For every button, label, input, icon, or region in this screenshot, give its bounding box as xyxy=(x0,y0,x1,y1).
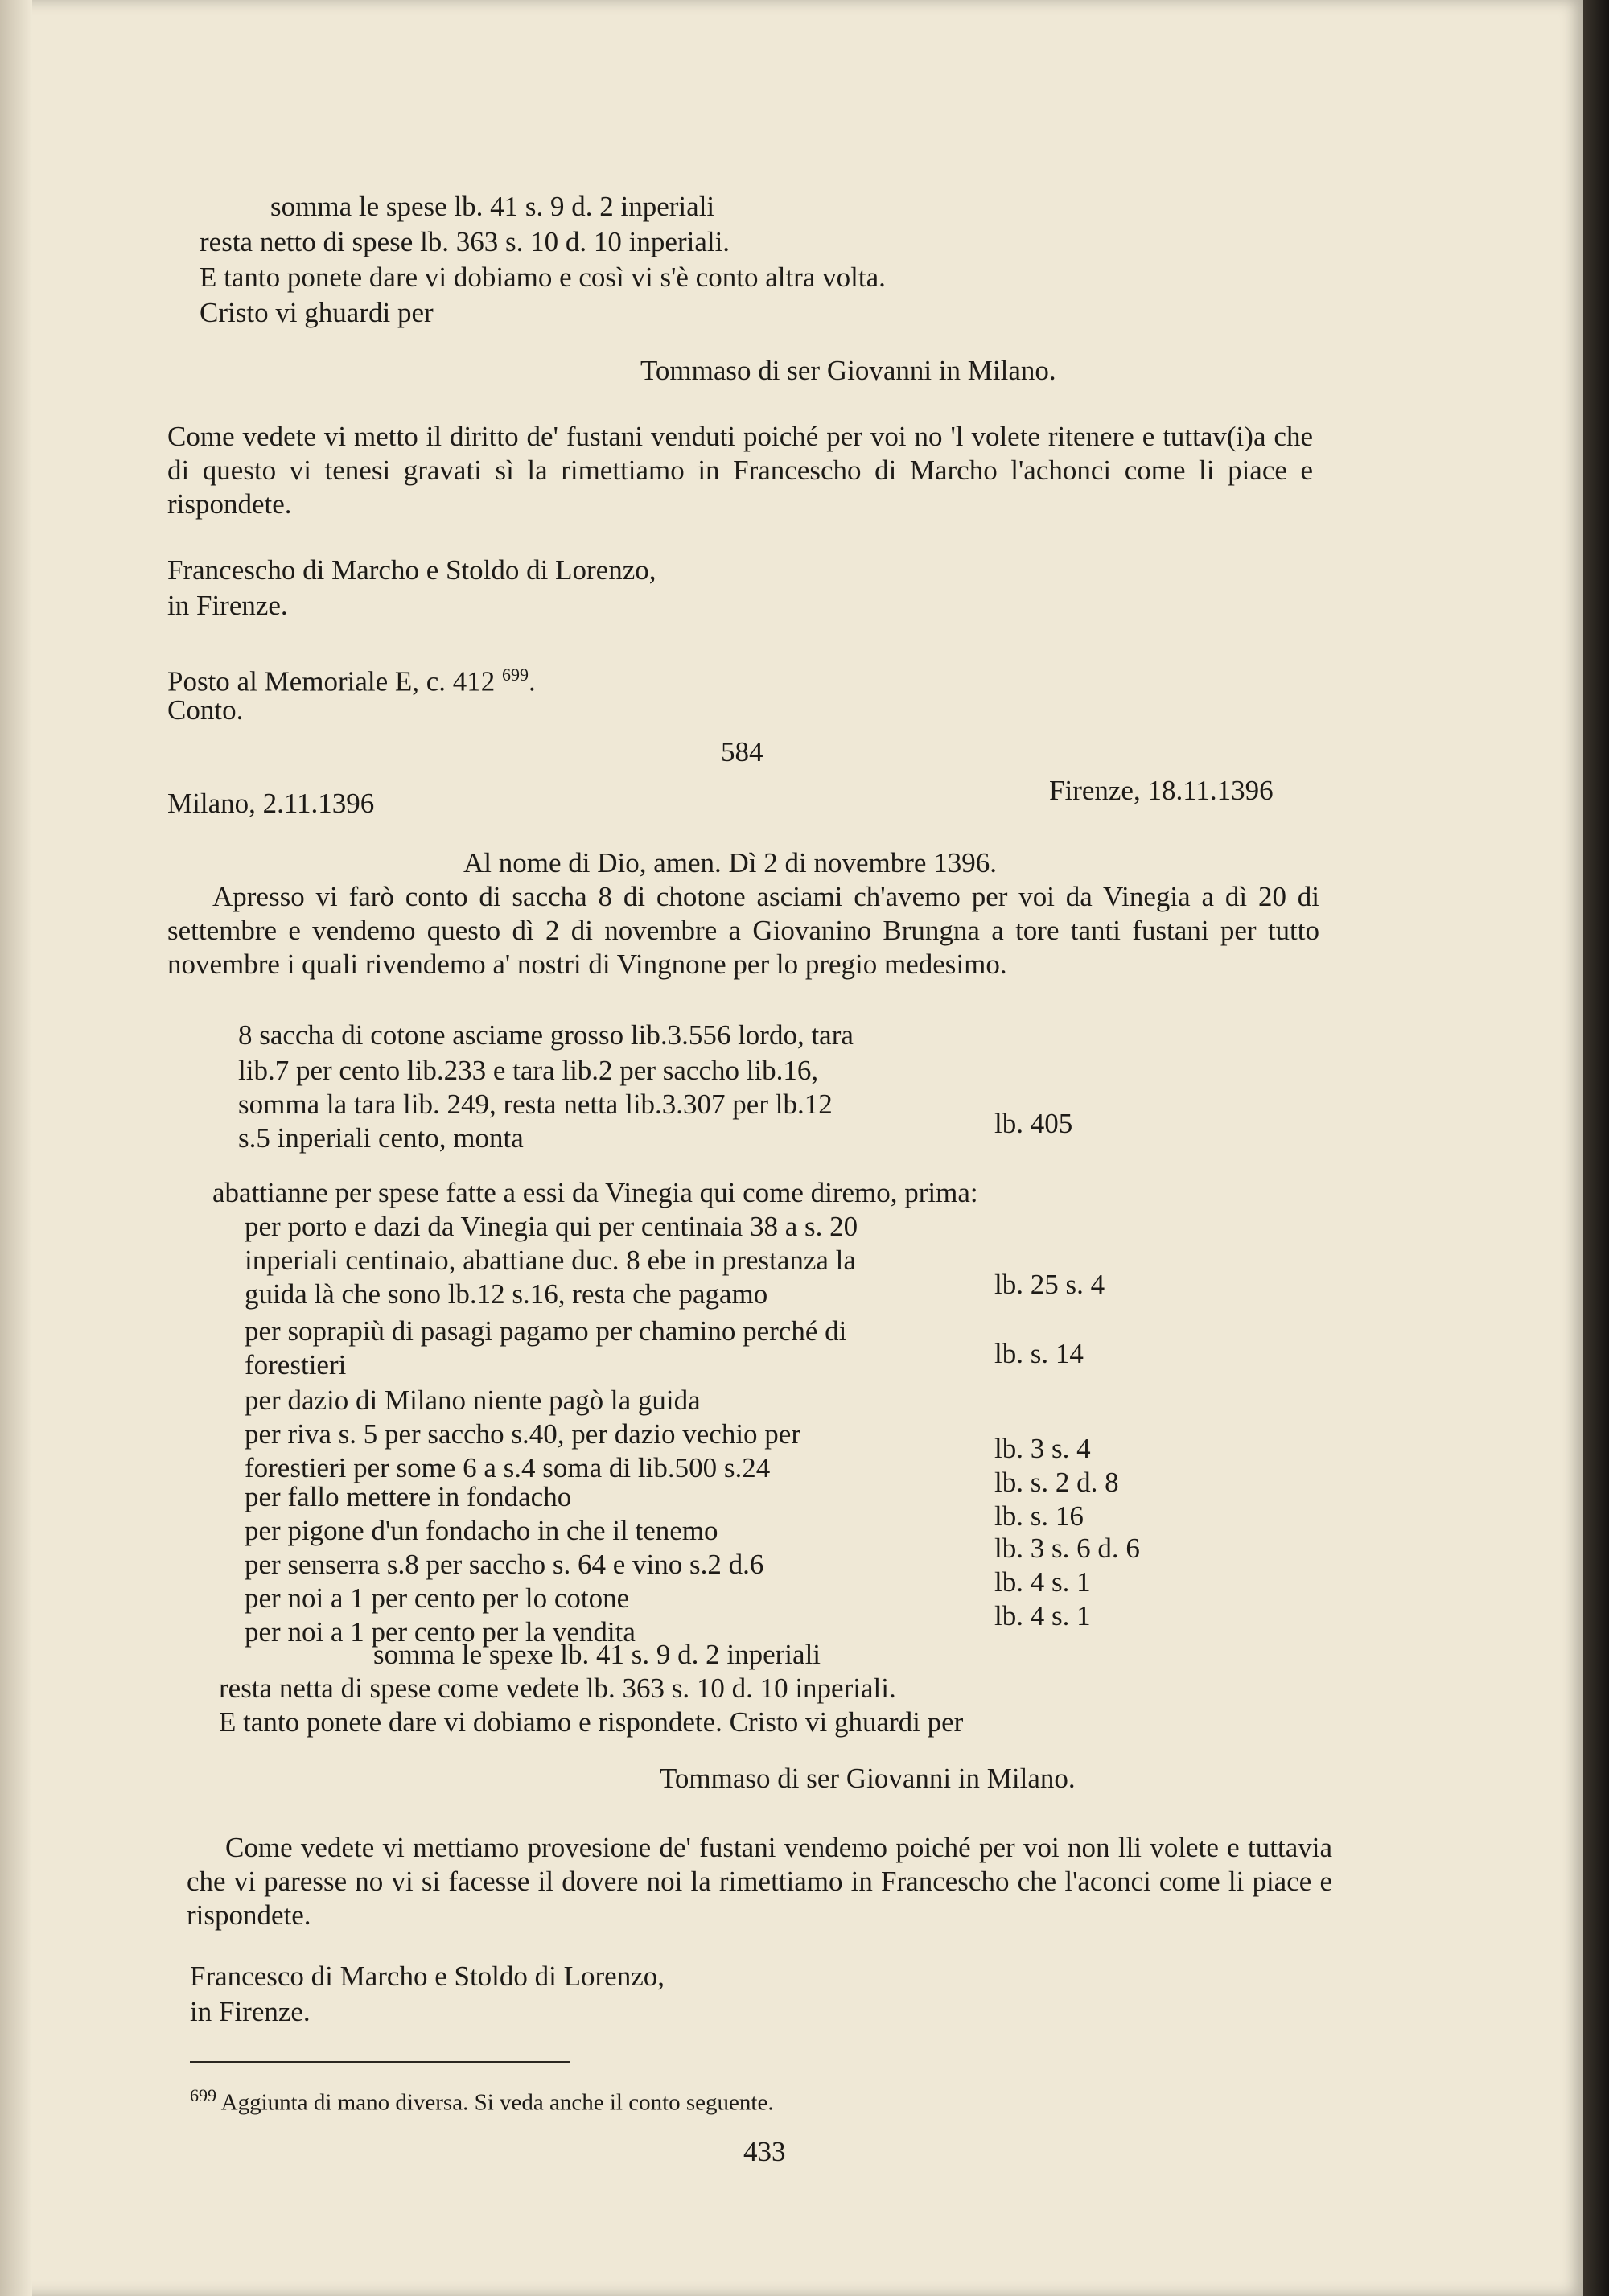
page-number: 433 xyxy=(743,2136,786,2167)
note-paragraph: Come vedete vi metto il diritto de' fustani venduti poiché per voi no 'l volete ritenere e tuttav(i)a che di questo vi tenesi gravati sì la rimettiamo in Francescho di Marcho l'achonci come li piace e rispondete. xyxy=(167,421,1313,520)
expense-amount: lb. s. 2 d. 8 xyxy=(994,1467,1119,1498)
balance-line: E tanto ponete dare vi dobiamo e così vi s'è conto altra volta. xyxy=(200,261,886,293)
expense-amount: lb. 25 s. 4 xyxy=(994,1269,1105,1300)
final-line: E tanto ponete dare vi dobiamo e rispondete. Cristo vi ghuardi per xyxy=(219,1706,964,1738)
letter-number: 584 xyxy=(721,736,763,767)
expense-line: per senserra s.8 per saccho s. 64 e vino s.2 d.6 xyxy=(245,1549,764,1580)
expense-line: forestieri per some 6 a s.4 soma di lib.500 s.24 xyxy=(245,1452,771,1483)
expense-line: per dazio di Milano niente pagò la guida xyxy=(245,1385,701,1416)
signature: Tommaso di ser Giovanni in Milano. xyxy=(660,1763,1076,1794)
expense-line: guida là che sono lb.12 s.16, resta che pagamo xyxy=(245,1278,768,1310)
intro-paragraph: Apresso vi farò conto di saccha 8 di chotone asciami ch'avemo per voi da Vinegia a dì 20 di settembre e vendemo questo dì 2 di novembre a Giovanino Brungna a tore tanti fustani per tutto novembre i quali rivendemo a' nostri di Vingnone per lo pregio medesimo. xyxy=(167,881,1319,980)
footnote-text: Aggiunta di mano diversa. Si veda anche il conto seguente. xyxy=(220,2089,774,2116)
addressee-city: in Firenze. xyxy=(167,590,288,621)
cotton-line: somma la tara lib. 249, resta netta lib.3.307 per lb.12 xyxy=(238,1088,833,1120)
signature: Tommaso di ser Giovanni in Milano. xyxy=(640,355,1056,386)
footnote xyxy=(190,2080,774,2118)
dateline-left: Milano, 2.11.1396 xyxy=(167,788,375,819)
cotton-amount: lb. 405 xyxy=(994,1108,1073,1139)
expense-line: per soprapiù di pasagi pagamo per chamino perché di xyxy=(245,1315,847,1347)
note-paragraph: Come vedete vi mettiamo provesione de' fustani vendemo poiché per voi non lli volete e tuttavia che vi paresse no vi si facesse il dovere noi la rimettiamo in Francescho che l'aconci come li piace e rispondete. xyxy=(187,1832,1332,1931)
addressee-line: Francescho di Marcho e Stoldo di Lorenzo, xyxy=(167,554,656,586)
expense-amount: lb. 4 s. 1 xyxy=(994,1600,1091,1631)
posting-line: Posto al Memoriale E, c. 412 $^{699}$. xyxy=(167,665,536,697)
cotton-line: 8 saccha di cotone asciame grosso lib.3.556 lordo, tara xyxy=(238,1019,854,1051)
book-edge xyxy=(1583,0,1609,2296)
expense-amount: lb. 4 s. 1 xyxy=(994,1566,1091,1598)
dateline-right: Firenze, 18.11.1396 xyxy=(1049,775,1274,806)
footnote-ref: 699 xyxy=(502,665,529,685)
sum-line: somma le spexe lb. 41 s. 9 d. 2 inperiali xyxy=(373,1639,821,1670)
expense-line: inperiali centinaio, abattiane duc. 8 ebe in prestanza la xyxy=(245,1245,856,1276)
addressee-line: Francesco di Marcho e Stoldo di Lorenzo, xyxy=(190,1961,665,1992)
cotton-line: s.5 inperiali cento, monta xyxy=(238,1122,524,1154)
expense-line: per noi a 1 per cento per la vendita xyxy=(245,1616,636,1648)
page-gutter xyxy=(0,0,32,2296)
expense-line: per fallo mettere in fondacho xyxy=(245,1481,572,1512)
invocation: Al nome di Dio, amen. Dì 2 di novembre 1396. xyxy=(463,847,997,878)
deduction-header: abattianne per spese fatte a essi da Vinegia qui come diremo, prima: xyxy=(212,1177,978,1208)
sum-expenses-line: somma le spese lb. 41 s. 9 d. 2 inperiali xyxy=(270,191,715,222)
cotton-line: lib.7 per cento lib.233 e tara lib.2 per saccho lib.16, xyxy=(238,1055,819,1086)
net-line: resta netta di spese come vedete lb. 363 s. 10 d. 10 inperiali. xyxy=(219,1673,896,1704)
expense-line: per porto e dazi da Vinegia qui per centinaia 38 a s. 20 xyxy=(245,1211,858,1242)
expense-line: forestieri xyxy=(245,1349,347,1380)
expense-line: per riva s. 5 per saccho s.40, per dazio vechio per xyxy=(245,1418,800,1450)
expense-line: per pigone d'un fondacho in che il tenemo xyxy=(245,1515,718,1546)
expense-amount: lb. s. 14 xyxy=(994,1338,1084,1369)
net-line: resta netto di spese lb. 363 s. 10 d. 10 inperiali. xyxy=(200,226,730,257)
expense-amount: lb. 3 s. 4 xyxy=(994,1433,1091,1464)
expense-amount: lb. 3 s. 6 d. 6 xyxy=(994,1533,1140,1564)
expense-line: per noi a 1 per cento per lo cotone xyxy=(245,1582,630,1614)
addressee-city: in Firenze. xyxy=(190,1996,311,2027)
posting-conto: Conto. xyxy=(167,694,244,726)
blessing-line: Cristo vi ghuardi per xyxy=(200,297,434,328)
footnote-number: 699 xyxy=(190,2085,216,2105)
expense-amount: lb. s. 16 xyxy=(994,1500,1084,1532)
footnote-rule xyxy=(190,2061,570,2063)
